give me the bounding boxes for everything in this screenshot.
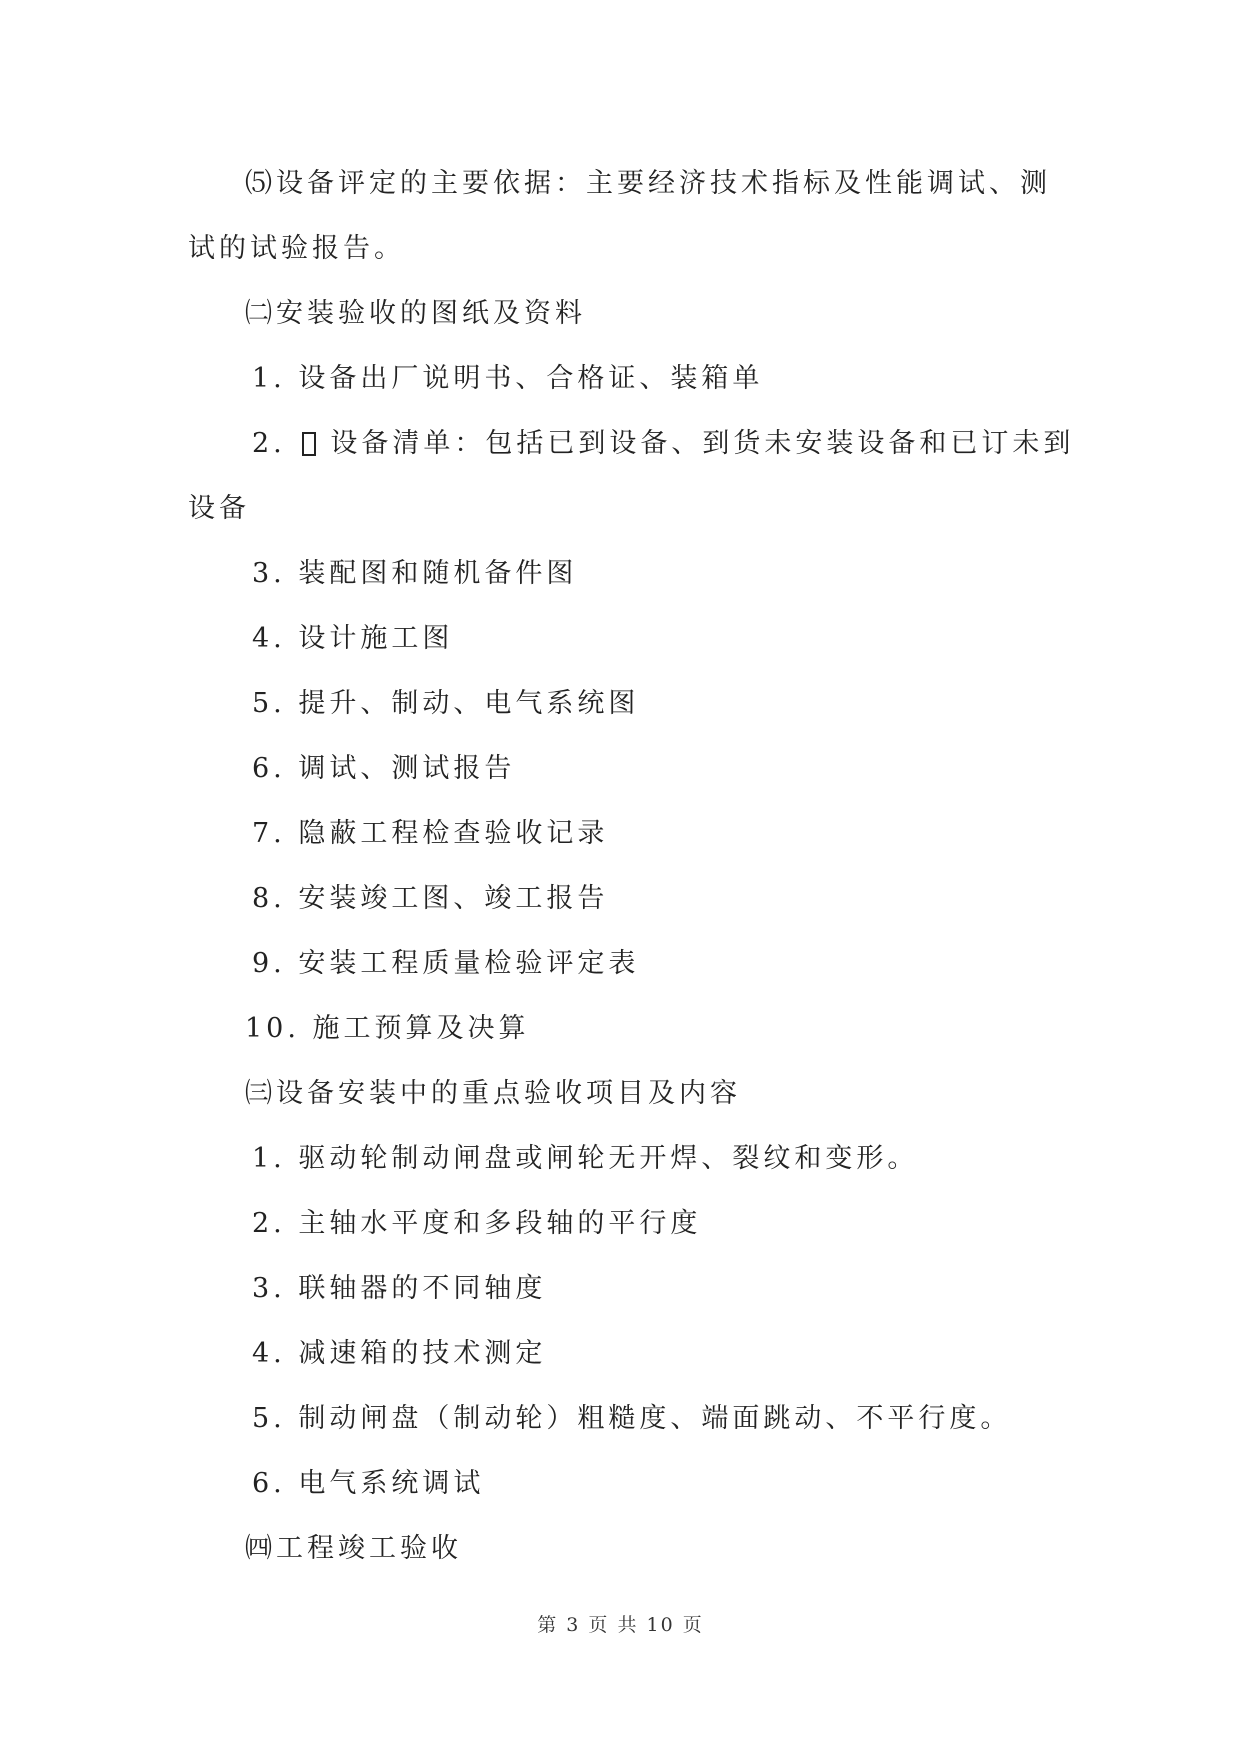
list-item: 4. 设计施工图 bbox=[252, 623, 454, 654]
list-item: 4. 减速箱的技术测定 bbox=[252, 1338, 547, 1369]
list-item: 7. 隐蔽工程检查验收记录 bbox=[252, 818, 609, 849]
paragraph-line: 试的试验报告。 bbox=[188, 233, 405, 264]
list-item-text: 设备清单：包括已到设备、到货未安装设备和已订未到 bbox=[330, 428, 1075, 459]
list-item bbox=[252, 426, 1074, 462]
paragraph-line: 设备 bbox=[188, 493, 250, 524]
section-heading: ㈡安装验收的图纸及资料 bbox=[245, 298, 586, 329]
section-heading: ㈢设备安装中的重点验收项目及内容 bbox=[245, 1078, 741, 1109]
page-footer: 第 3 页 共 10 页 bbox=[537, 1614, 704, 1636]
list-item: 3. 装配图和随机备件图 bbox=[252, 558, 578, 589]
list-item: 5. 制动闸盘（制动轮）粗糙度、端面跳动、不平行度。 bbox=[252, 1403, 1012, 1434]
list-item: 2. 主轴水平度和多段轴的平行度 bbox=[252, 1208, 702, 1239]
list-item: 5. 提升、制动、电气系统图 bbox=[252, 688, 640, 719]
missing-glyph-icon bbox=[302, 432, 316, 456]
list-item: 6. 电气系统调试 bbox=[252, 1468, 485, 1499]
list-item: 3. 联轴器的不同轴度 bbox=[252, 1273, 547, 1304]
section-heading: ㈣工程竣工验收 bbox=[245, 1533, 462, 1564]
list-item: 6. 调试、测试报告 bbox=[252, 753, 516, 784]
list-item: 10. 施工预算及决算 bbox=[245, 1013, 530, 1044]
list-item: 8. 安装竣工图、竣工报告 bbox=[252, 883, 609, 914]
list-item-number: 2. bbox=[252, 428, 299, 459]
list-item: 1. 设备出厂说明书、合格证、装箱单 bbox=[252, 363, 764, 394]
list-item: 1. 驱动轮制动闸盘或闸轮无开焊、裂纹和变形。 bbox=[252, 1143, 919, 1174]
paragraph-line: ⑸设备评定的主要依据：主要经济技术指标及性能调试、测 bbox=[245, 168, 1051, 199]
list-item: 9. 安装工程质量检验评定表 bbox=[252, 948, 640, 979]
